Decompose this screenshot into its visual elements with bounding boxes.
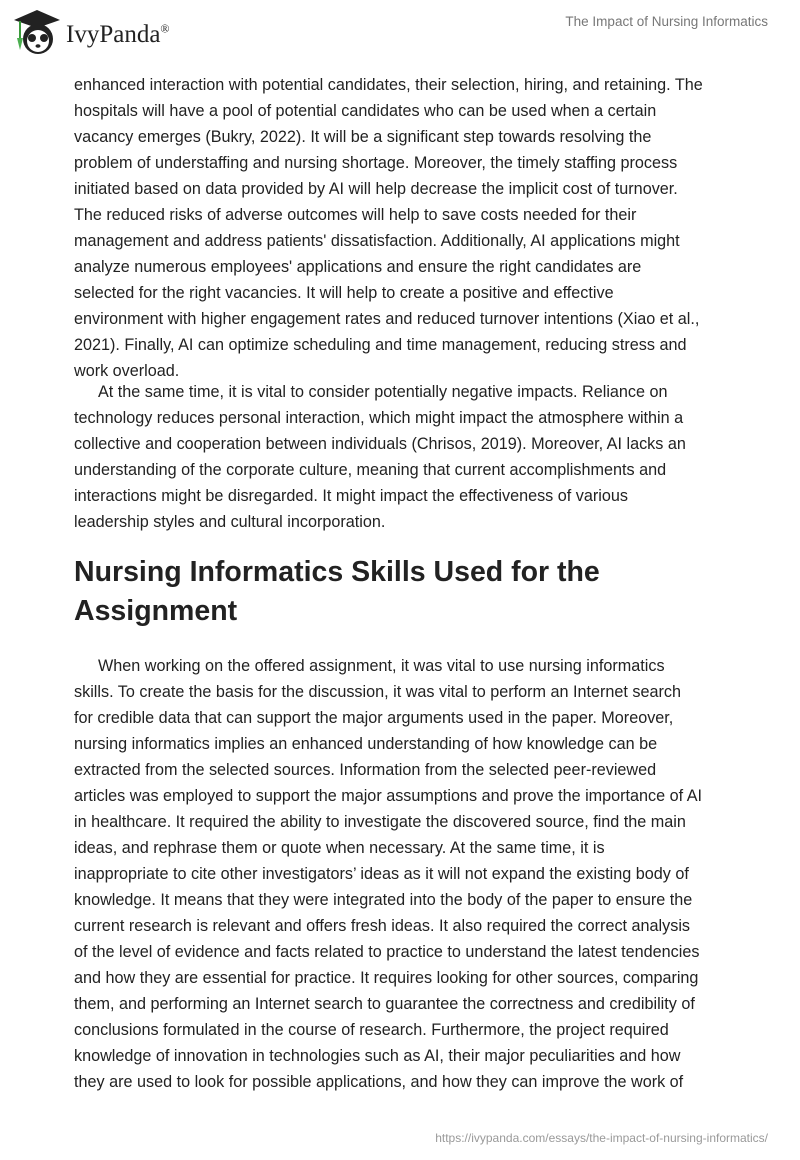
paragraph-line: vacancy emerges (Bukry, 2022). It will be a significant step towards resolving the xyxy=(74,128,652,146)
section-heading-line: Nursing Informatics Skills Used for the xyxy=(74,556,600,588)
paragraph xyxy=(74,653,734,1095)
paragraph-line: of the level of evidence and facts related to practice to understand the latest tendencies xyxy=(74,943,700,961)
ivypanda-logo[interactable] xyxy=(12,8,170,56)
paragraph-line: nursing informatics implies an enhanced understanding of how knowledge can be xyxy=(74,735,658,753)
paragraph-line: enhanced interaction with potential candidates, their selection, hiring, and retaining. The xyxy=(74,76,703,94)
paragraph-line: ideas, and rephrase them or quote when necessary. At the same time, it is xyxy=(74,839,605,857)
paragraph-line: conclusions formulated in the course of research. Furthermore, the project required xyxy=(74,1021,669,1039)
paragraph-line: environment with higher engagement rates and reduced turnover intentions (Xiao et al., xyxy=(74,310,700,328)
paragraph-line: knowledge of innovation in technologies such as AI, their major peculiarities and how xyxy=(74,1047,681,1065)
paragraph-line: technology reduces personal interaction, which might impact the atmosphere within a xyxy=(74,409,684,427)
paragraph-line: for credible data that can support the major arguments used in the paper. Moreover, xyxy=(74,709,674,727)
paragraph-line: work overload. xyxy=(74,362,180,380)
footer-url[interactable]: https://ivypanda.com/essays/the-impact-of-nursing-informatics/ xyxy=(435,1131,768,1145)
paragraph-line: leadership styles and cultural incorporation. xyxy=(74,513,386,531)
paragraph-line: analyze numerous employees' applications and ensure the right candidates are xyxy=(74,258,642,276)
paragraph-line: extracted from the selected sources. Information from the selected peer-reviewed xyxy=(74,761,657,779)
paragraph-line: selected for the right vacancies. It will help to create a positive and effective xyxy=(74,284,614,302)
paragraph-line: problem of understaffing and nursing shortage. Moreover, the timely staffing process xyxy=(74,154,678,172)
paragraph-line: articles was employed to support the major assumptions and prove the importance of AI xyxy=(74,787,703,805)
logo-text: IvyPanda® xyxy=(66,21,170,48)
paragraph-line: management and address patients' dissatisfaction. Additionally, AI applications might xyxy=(74,232,680,250)
paragraph-line: skills. To create the basis for the discussion, it was vital to perform an Internet search xyxy=(74,683,682,701)
paragraph-line: knowledge. It means that they were integrated into the body of the paper to ensure the xyxy=(74,891,693,909)
panda-graduate-icon xyxy=(12,8,62,56)
paragraph-line: hospitals will have a pool of potential candidates who can be used when a certain xyxy=(74,102,657,120)
paragraph-line: interactions might be disregarded. It might impact the effectiveness of various xyxy=(74,487,628,505)
section-heading-line: Assignment xyxy=(74,595,238,627)
document-title: The Impact of Nursing Informatics xyxy=(565,14,768,29)
paragraph-line: them, and performing an Internet search to guarantee the correctness and credibility of xyxy=(74,995,695,1013)
paragraph xyxy=(74,379,734,535)
paragraph-line: current research is relevant and offers fresh ideas. It also required the correct analysis xyxy=(74,917,691,935)
paragraph-line: The reduced risks of adverse outcomes will help to save costs needed for their xyxy=(74,206,637,224)
paragraph-line: and how they are essential for practice. It requires looking for other sources, comparing xyxy=(74,969,699,987)
section-heading xyxy=(74,553,600,631)
paragraph xyxy=(74,72,734,384)
paragraph-line: understanding of the corporate culture, meaning that current accomplishments and xyxy=(74,461,667,479)
paragraph-line: they are used to look for possible applications, and how they can improve the work of xyxy=(74,1073,684,1091)
paragraph-line: collective and cooperation between individuals (Chrisos, 2019). Moreover, AI lacks an xyxy=(74,435,686,453)
paragraph-line: At the same time, it is vital to consider potentially negative impacts. Reliance on xyxy=(98,383,668,401)
paragraph-line: in healthcare. It required the ability to investigate the discovered source, find the main xyxy=(74,813,686,831)
paragraph-line: When working on the offered assignment, it was vital to use nursing informatics xyxy=(98,657,665,675)
paragraph-line: inappropriate to cite other investigators’ ideas as it will not expand the existing body of xyxy=(74,865,689,883)
paragraph-line: 2021). Finally, AI can optimize scheduling and time management, reducing stress and xyxy=(74,336,687,354)
paragraph-line: initiated based on data provided by AI will help decrease the implicit cost of turnover. xyxy=(74,180,678,198)
